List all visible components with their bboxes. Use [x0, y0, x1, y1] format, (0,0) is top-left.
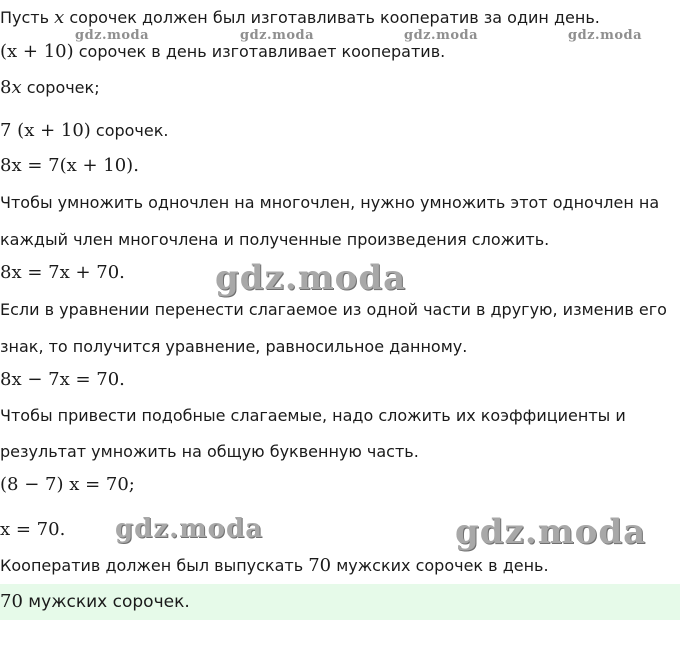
- line-4: 7 (x + 10) сорочек.: [0, 120, 169, 141]
- line-8: 8x = 7x + 70.: [0, 262, 125, 283]
- line-5: 8x = 7(x + 10).: [0, 155, 139, 176]
- line-12: Чтобы привести подобные слагаемые, надо сложить их коэффициенты и: [0, 406, 626, 425]
- line-15: x = 70.: [0, 519, 66, 540]
- line-9: Если в уравнении перенести слагаемое из одной части в другую, изменив его: [0, 300, 667, 319]
- watermark-5: gdz.moda: [215, 258, 407, 298]
- watermark-6: gdz.moda: [115, 514, 264, 544]
- line-11: 8x − 7x = 70.: [0, 369, 125, 390]
- watermark-7: gdz.moda: [455, 512, 647, 552]
- line-3: 8x сорочек;: [0, 77, 100, 98]
- watermark-4: gdz.moda: [568, 28, 643, 43]
- line-14: (8 − 7) x = 70;: [0, 474, 135, 495]
- answer-box: [0, 584, 680, 620]
- line-1: Пусть x сорочек должен был изготавливать кооператив за один день.: [0, 7, 600, 28]
- answer-line: 70 мужских сорочек.: [0, 591, 190, 612]
- line-13: результат умножить на общую буквенную часть.: [0, 442, 419, 461]
- watermark-3: gdz.moda: [404, 28, 479, 43]
- watermark-2: gdz.moda: [240, 28, 315, 43]
- line-7: каждый член многочлена и полученные произведения сложить.: [0, 230, 550, 249]
- line-6: Чтобы умножить одночлен на многочлен, нужно умножить этот одночлен на: [0, 193, 660, 212]
- line-2: (x + 10) сорочек в день изготавливает кооператив.: [0, 41, 446, 62]
- line-10: знак, то получится уравнение, равносильное данному.: [0, 337, 468, 356]
- watermark-1: gdz.moda: [75, 28, 150, 43]
- line-16: Кооператив должен был выпускать 70 мужских сорочек в день.: [0, 555, 549, 576]
